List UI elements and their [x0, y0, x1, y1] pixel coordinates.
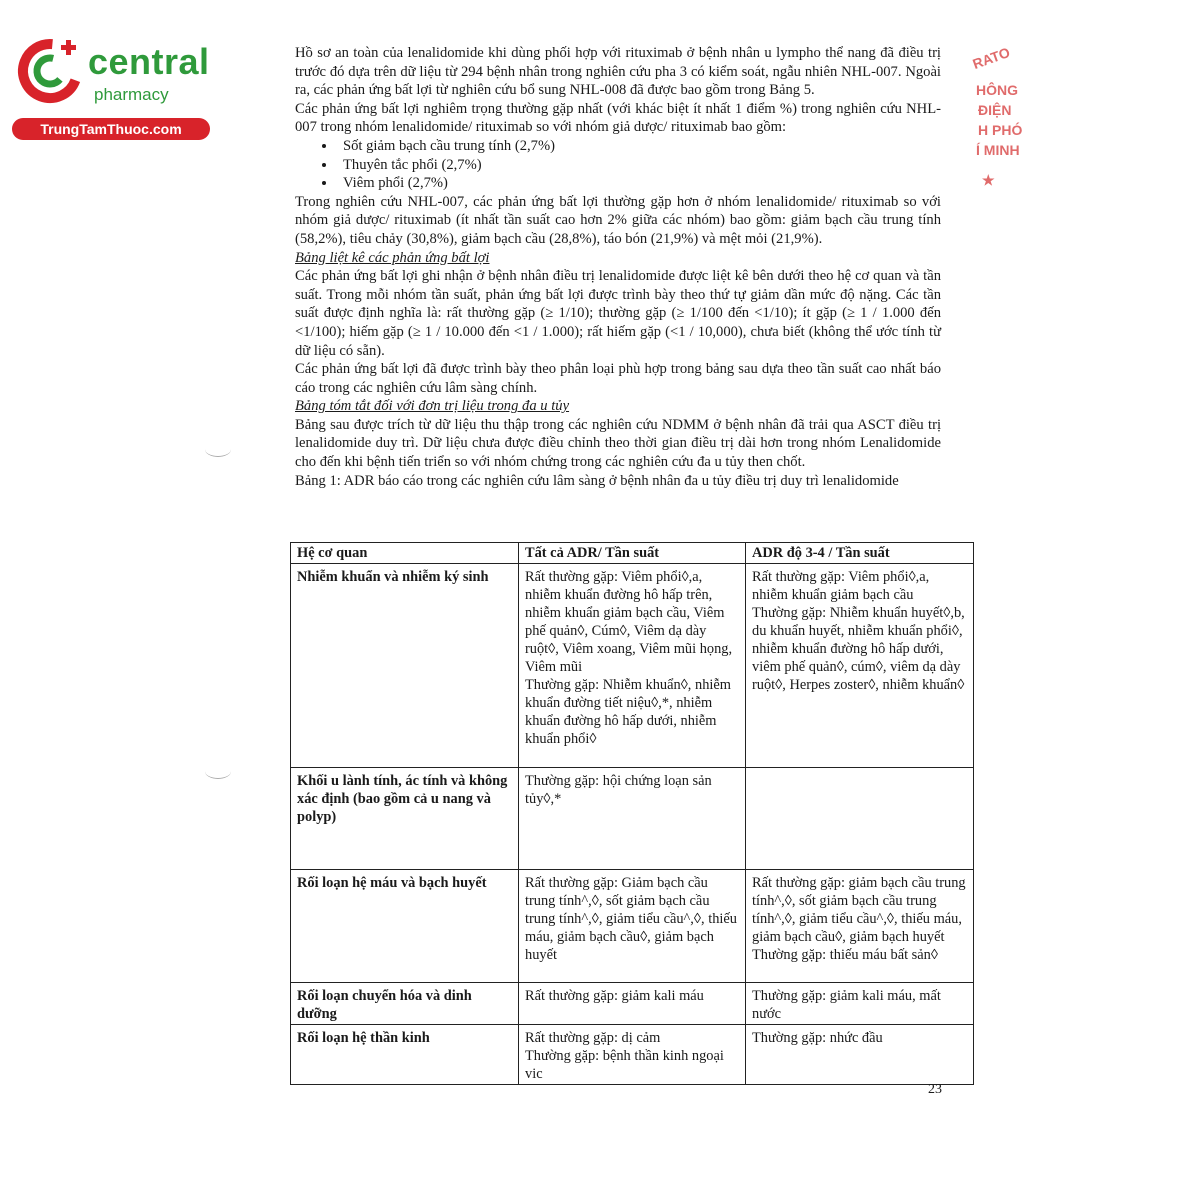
list-item: • Thuyên tắc phổi (2,7%) — [337, 156, 941, 175]
brand-url-badge[interactable]: TrungTamThuoc.com — [12, 118, 210, 140]
organ-cell: Rối loạn hệ thần kinh — [291, 1025, 519, 1085]
grade-adr-cell — [746, 564, 974, 768]
stamp-line: HÔNG — [976, 82, 1018, 98]
frequency-text: Rất thường gặp: Giảm bạch cầu trung tính^,◊, sốt giảm bạch cầu trung tính^,◊, giảm tiểu cầu^,◊, thiếu máu, giảm bạch cầu◊, giảm bạch huyết — [525, 875, 737, 963]
column-header: Hệ cơ quan — [291, 543, 519, 564]
paragraph: Bảng sau được trích từ dữ liệu thu thập trong các nghiên cứu NDMM ở bệnh nhân đã trải qua ASCT điều trị lenalidomide duy trì. Dữ liệu chưa được điều chỉnh theo thời gian điều trị dài hơn trong nhóm Lenalidomide cho đến khi bệnh tiến triển so với nhóm chứng trong các nghiên cứu đa u tủy then chốt. — [295, 416, 941, 471]
stamp-line: RATO — [970, 43, 1012, 73]
stamp-star-icon: ★ — [982, 172, 995, 188]
frequency-text: Rất thường gặp: giảm kali máu — [525, 988, 704, 1004]
paragraph: Các phản ứng bất lợi ghi nhận ở bệnh nhân điều trị lenalidomide được liệt kê bên dưới theo hệ cơ quan và tần suất. Trong mỗi nhóm tần suất, phản ứng bất lợi được trình bày theo thứ tự giảm dần mức độ nặng. Các tần suất được định nghĩa là: rất thường gặp (≥ 1/10); thường gặp (≥ 1/100 đến <1/10); ít gặp (≥ 1 / 1.000 đến <1/100); hiếm gặp (≥ 1 / 10.000 đến <1 / 1.000); rất hiếm gặp (<1 / 10,000), chưa biết (không thể ước tính từ dữ liệu có sẵn). — [295, 268, 941, 359]
organ-cell: Khối u lành tính, ác tính và không xác định (bao gồm cả u nang và polyp) — [291, 768, 519, 870]
stamp-line: H PHÓ — [978, 122, 1023, 138]
grade-adr-cell — [746, 870, 974, 983]
all-adr-cell — [519, 1025, 746, 1085]
punch-hole-mark — [205, 764, 231, 779]
table-caption: Bảng 1: ADR báo cáo trong các nghiên cứu lâm sàng ở bệnh nhân đa u tủy điều trị duy trì lenalidomide — [295, 472, 899, 489]
section-heading: Bảng tóm tắt đối với đơn trị liệu trong đa u tủy — [295, 398, 570, 415]
all-adr-cell — [519, 564, 746, 768]
table-header-row — [291, 543, 974, 564]
frequency-text: Thường gặp: thiếu máu bất sản◊ — [752, 947, 938, 963]
frequency-text: Thường gặp: hội chứng loạn sản tủy◊,* — [525, 773, 712, 807]
paragraph: Hồ sơ an toàn của lenalidomide khi dùng phối hợp với rituximab ở bệnh nhân u lympho thể nang đã điều trị trước đó dựa trên dữ liệu từ 294 bệnh nhân trong nghiên cứu pha 3 có kiểm soát, ngẫu nhiên NHL-007. Ngoài ra, các phản ứng bất lợi từ nghiên cứu bổ sung NHL-008 đã được bao gồm trong Bảng 5. — [295, 45, 941, 99]
list-item: • Viêm phổi (2,7%) — [337, 174, 941, 193]
frequency-text: Thường gặp: giảm kali máu, mất nước — [752, 988, 941, 1022]
column-header: Tất cả ADR/ Tần suất — [519, 543, 746, 564]
organ-cell: Rối loạn chuyển hóa và dinh dưỡng — [291, 983, 519, 1025]
bullet-list — [295, 137, 941, 193]
grade-adr-cell — [746, 983, 974, 1025]
paragraph: Các phản ứng bất lợi đã được trình bày theo phân loại phù hợp trong bảng sau dựa theo tần suất cao nhất báo cáo trong các nghiên cứu lâm sàng chính. — [295, 361, 941, 396]
brand-name: central — [88, 41, 210, 82]
grade-adr-cell — [746, 768, 974, 870]
table-row — [291, 564, 974, 768]
table-row — [291, 1025, 974, 1085]
frequency-text: Rất thường gặp: giảm bạch cầu trung tính^,◊, sốt giảm bạch cầu trung tính^,◊, giảm tiểu cầu^,◊, thiếu máu, giảm bạch cầu◊, giảm bạch huyết — [752, 875, 966, 945]
paragraph: Các phản ứng bất lợi nghiêm trọng thường gặp nhất (với khác biệt ít nhất 1 điểm %) trong nghiên cứu NHL-007 trong nhóm lenalidomide/ rituximab so với nhóm giả dược/ rituximab bao gồm: — [295, 100, 941, 136]
grade-adr-cell — [746, 1025, 974, 1085]
all-adr-cell — [519, 983, 746, 1025]
brand-sub: pharmacy — [94, 85, 169, 104]
page-number: 23 — [928, 1082, 942, 1097]
red-stamp — [950, 40, 1030, 210]
stamp-line: ĐIỆN — [978, 102, 1012, 118]
table-row — [291, 768, 974, 870]
all-adr-cell — [519, 768, 746, 870]
organ-cell: Nhiễm khuẩn và nhiễm ký sinh — [291, 564, 519, 768]
punch-hole-mark — [205, 442, 231, 457]
table-row — [291, 983, 974, 1025]
frequency-text: Thường gặp: Nhiễm khuẩn huyết◊,b, du khuẩn huyết, nhiễm khuẩn phổi◊, nhiễm khuẩn đường hô hấp dưới, viêm phế quản◊, cúm◊, viêm dạ dày ruột◊, Herpes zoster◊, nhiễm khuẩn◊ — [752, 605, 965, 693]
all-adr-cell — [519, 870, 746, 983]
frequency-text: Rất thường gặp: Viêm phổi◊,a, nhiễm khuẩn giảm bạch cầu — [752, 569, 930, 603]
section-heading: Bảng liệt kê các phản ứng bất lợi — [295, 249, 490, 266]
table-row — [291, 870, 974, 983]
frequency-text: Thường gặp: bệnh thần kinh ngoại vic — [525, 1048, 724, 1082]
stamp-line: Í MINH — [976, 142, 1020, 158]
frequency-text: Rất thường gặp: Viêm phổi◊,a, nhiễm khuẩn đường hô hấp trên, nhiễm khuẩn giảm bạch cầu, Viêm phế quản◊, Cúm◊, Viêm dạ dày ruột◊, Viêm xoang, Viêm mũi họng, Viêm mũi — [525, 569, 733, 675]
frequency-text: Thường gặp: Nhiễm khuẩn◊, nhiễm khuẩn đường tiết niệu◊,*, nhiễm khuẩn đường hô hấp dưới, nhiễm khuẩn phổi◊ — [525, 677, 731, 747]
column-header: ADR độ 3-4 / Tần suất — [746, 543, 974, 564]
adr-table — [290, 542, 974, 1085]
list-item: • Sốt giảm bạch cầu trung tính (2,7%) — [337, 137, 941, 156]
frequency-text: Thường gặp: nhức đầu — [752, 1030, 883, 1046]
frequency-text: Rất thường gặp: dị cảm — [525, 1030, 661, 1046]
paragraph: Trong nghiên cứu NHL-007, các phản ứng bất lợi thường gặp hơn ở nhóm lenalidomide/ rituximab so với nhóm giả dược/ rituximab (ít nhất tần suất cao hơn 2% giữa các nhóm) bao gồm: giảm bạch cầu trung tính (58,2%), tiêu chảy (30,8%), giảm bạch cầu (28,8%), táo bón (21,9%) và mệt mỏi (21,9%). — [295, 193, 941, 247]
organ-cell: Rối loạn hệ máu và bạch huyết — [291, 870, 519, 983]
document-body — [295, 44, 941, 490]
